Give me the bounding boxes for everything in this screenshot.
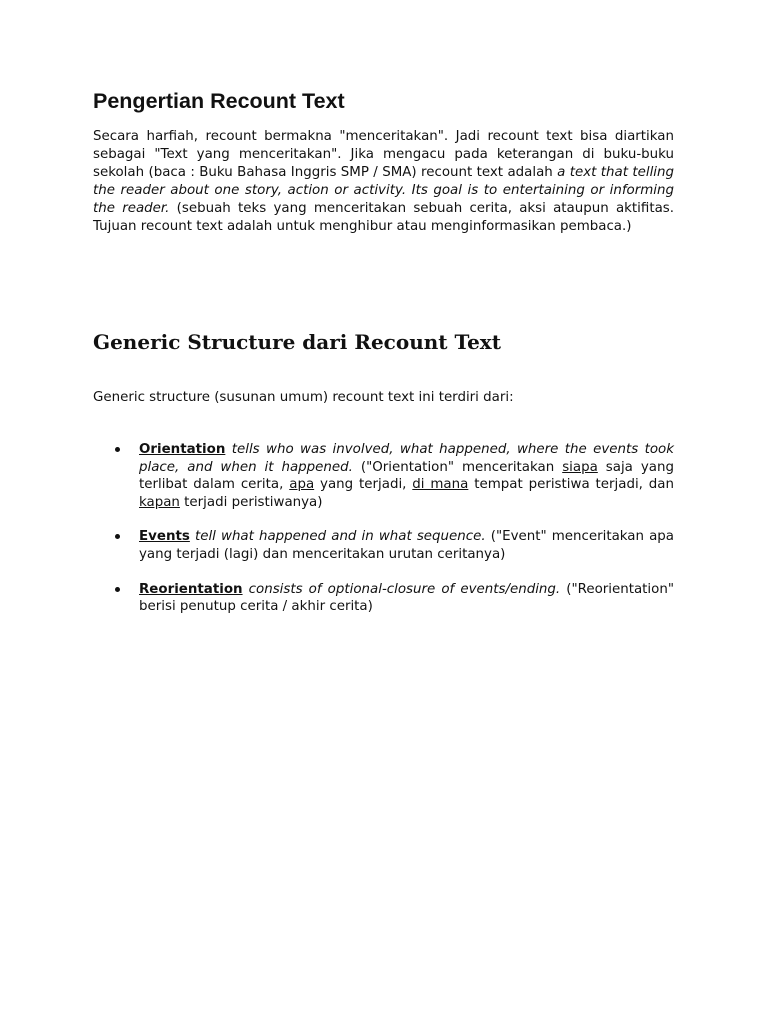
orientation-text-2: saja yang terlibat dalam cerita,: [139, 459, 674, 493]
reorientation-text: ("Reorientation" berisi penutup cerita / akhir cerita): [139, 581, 674, 615]
intro-text-start: Secara harfiah, recount bermakna "menceritakan". Jadi recount text bisa diartikan sebagai "Text yang menceritakan". Jika mengacu pada keterangan di buku-buku sekolah (baca : Buku Bahasa Inggris SMP / SMA) recount text adalah: [93, 129, 674, 180]
term-events: Events: [139, 529, 190, 545]
bullet-icon: [115, 447, 120, 452]
term-reorientation: Reorientation: [139, 581, 243, 597]
underlined-apa: apa: [289, 477, 315, 493]
events-text: ("Event" menceritakan apa yang terjadi (lagi) dan menceritakan urutan ceritanya): [139, 529, 674, 562]
orientation-text-1: ("Orientation" menceritakan: [352, 459, 563, 475]
underlined-kapan: kapan: [139, 494, 180, 510]
structure-list: [93, 441, 674, 633]
intro-text-italic: a text that telling the reader about one story, action or activity. Its goal is to entertaining or informing the reader.: [93, 165, 674, 216]
bullet-icon: [115, 534, 120, 539]
underlined-di-mana: di mana: [412, 477, 469, 493]
intro-text-end: (sebuah teks yang menceritakan sebuah cerita, aksi ataupun aktifitas. Tujuan recount text adalah untuk menghibur atau menginformasikan pembaca.): [93, 201, 675, 234]
list-item-events: [93, 528, 674, 563]
orientation-text-3: yang terjadi,: [314, 477, 413, 493]
section-title-pengertian: Pengertian Recount Text: [93, 89, 345, 113]
list-item-reorientation: [93, 581, 674, 616]
intro-paragraph: [93, 128, 674, 236]
orientation-italic: tells who was involved, what happened, where the events took place, and when it happened.: [139, 442, 674, 475]
orientation-text-5: terjadi peristiwanya): [179, 494, 323, 510]
underlined-siapa: siapa: [562, 459, 598, 475]
section-title-generic-structure: Generic Structure dari Recount Text: [93, 330, 501, 354]
structure-lead-text: Generic structure (susunan umum) recount text ini terdiri dari:: [93, 390, 514, 405]
bullet-icon: [115, 587, 120, 592]
term-orientation: Orientation: [139, 442, 226, 457]
orientation-text-4: tempat peristiwa terjadi, dan: [468, 477, 674, 493]
reorientation-italic: consists of optional-closure of events/ending.: [242, 581, 561, 597]
list-item-orientation: [93, 441, 674, 511]
events-italic: tell what happened and in what sequence.: [189, 529, 486, 545]
